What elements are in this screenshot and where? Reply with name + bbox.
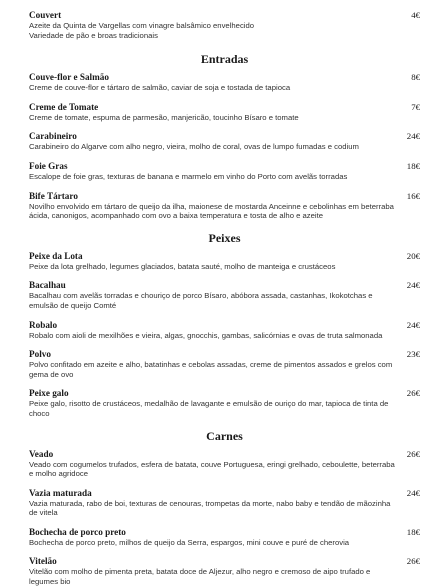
menu-item (29, 349, 420, 379)
item-description: Vazia maturada, rabo de boi, texturas de cenouras, trompetas da morte, nabo baby e tendão de mãozinha de vitela (29, 498, 391, 518)
item-header (29, 556, 420, 567)
item-description: Bacalhau com avelãs torradas e chouriço de porco Bísaro, abóbora assada, castanhas, Ikokotchas e emulsão de queijo Comté (29, 291, 373, 310)
item-header (29, 320, 420, 331)
item-description: Veado com cogumelos trufados, esfera de batata, couve Portuguesa, eringi grelhado, ceboulette, beterraba e molho agridoce (29, 459, 395, 479)
item-price: 23€ (406, 349, 420, 360)
item-header (29, 527, 420, 538)
item-name: Foie Gras (29, 160, 68, 171)
item-name: Vazia maturada (29, 487, 92, 498)
item-description: Creme de couve-flor e tártaro de salmão, caviar de soja e tostada de tapioca (29, 83, 291, 93)
item-price: 20€ (406, 250, 420, 261)
menu-item (29, 280, 420, 310)
menu-item (29, 72, 420, 93)
item-price: 24€ (406, 131, 420, 142)
item-description: Peixe galo, risotto de crustáceos, medalhão de lavagante e emulsão de ouriço do mar, tapioca de tinta de choco (29, 399, 389, 418)
item-description: Robalo com aioli de mexilhões e vieira, algas, gnocchis, gambas, salicórnias e ovas de truta salmonada (29, 330, 383, 340)
item-name: Couve-flor e Salmão (29, 72, 109, 83)
item-name: Vitelão (29, 556, 57, 567)
item-price: 24€ (406, 280, 420, 291)
section-title-carnes: Carnes (206, 428, 243, 443)
menu-item (29, 320, 420, 341)
item-header (29, 191, 420, 202)
item-name: Bacalhau (29, 280, 66, 291)
item-header (29, 388, 420, 399)
item-description: Carabineiro do Algarve com alho negro, vieira, molho de coral, ovas de lumpo fumadas e codium (29, 142, 359, 152)
item-name: Polvo (29, 349, 51, 360)
item-price: 26€ (406, 388, 420, 399)
item-description: Polvo confitado em azeite e alho, batatinhas e cebolas assadas, creme de pimentos assados e grelos com gema de ovo (29, 360, 393, 379)
menu-item (29, 191, 420, 221)
menu-item (29, 488, 420, 518)
item-price: 18€ (406, 160, 420, 171)
item-header (29, 280, 420, 291)
item-description: Escalope de foie gras, texturas de banana e marmelo em vinho do Porto com avelãs torradas (29, 171, 348, 181)
item-name: Creme de Tomate (29, 101, 99, 112)
menu-item (29, 527, 420, 548)
menu-item (29, 449, 420, 479)
item-description: Azeite da Quinta de Vargellas com vinagre balsâmico envelhecido Variedade de pão e broas tradicionais (29, 21, 255, 40)
item-name: Bochecha de porco preto (29, 526, 126, 537)
item-header (29, 131, 420, 142)
item-header (29, 10, 420, 21)
item-header (29, 488, 420, 499)
menu-item-couvert (29, 10, 420, 40)
item-description: Bochecha de porco preto, milhos de queijo da Serra, espargos, mini couve e puré de cherovia (29, 537, 350, 547)
menu-item (29, 556, 420, 586)
item-header (29, 449, 420, 460)
section-title-entradas: Entradas (200, 52, 249, 67)
menu-item (29, 102, 420, 123)
item-price: 4€ (411, 10, 420, 20)
menu-item (29, 131, 420, 152)
item-description: Vitelão com molho de pimenta preta, batata doce de Aljezur, alho negro e cremoso de aipo trufado e legumes bio (29, 567, 371, 587)
item-header (29, 102, 420, 113)
item-price: 16€ (406, 190, 420, 201)
item-header (29, 251, 420, 262)
item-price: 26€ (406, 448, 420, 459)
item-header (29, 349, 420, 360)
item-price: 26€ (406, 556, 420, 567)
item-header (29, 161, 420, 172)
item-header (29, 72, 420, 83)
menu-item (29, 388, 420, 418)
item-description: Peixe da lota grelhado, legumes glaciados, batata sauté, molho de manteiga e crustáceos (29, 261, 336, 271)
item-name: Peixe galo (29, 388, 69, 399)
menu-item (29, 251, 420, 272)
item-name: Robalo (29, 319, 58, 330)
item-description: Creme de tomate, espuma de parmesão, manjericão, toucinho Bísaro e tomate (29, 112, 299, 122)
menu-item (29, 161, 420, 182)
item-name: Bife Tártaro (29, 190, 78, 201)
item-name: Carabineiro (29, 131, 77, 142)
item-name: Veado (29, 448, 54, 459)
item-description: Novilho envolvido em tártaro de queijo da ilha, maionese de mostarda Anceinne e cebolinhas em beterraba ácida, canonigos, acompanhado com ovo a baixa temperatura e tosta de alho e azeite (29, 201, 394, 221)
item-price: 18€ (406, 526, 420, 537)
item-name: Couvert (29, 10, 62, 20)
item-price: 24€ (406, 487, 420, 498)
item-price: 8€ (411, 72, 420, 83)
item-price: 7€ (411, 101, 420, 112)
section-title-peixes: Peixes (208, 230, 241, 245)
item-price: 24€ (406, 319, 420, 330)
item-name: Peixe da Lota (29, 250, 83, 261)
